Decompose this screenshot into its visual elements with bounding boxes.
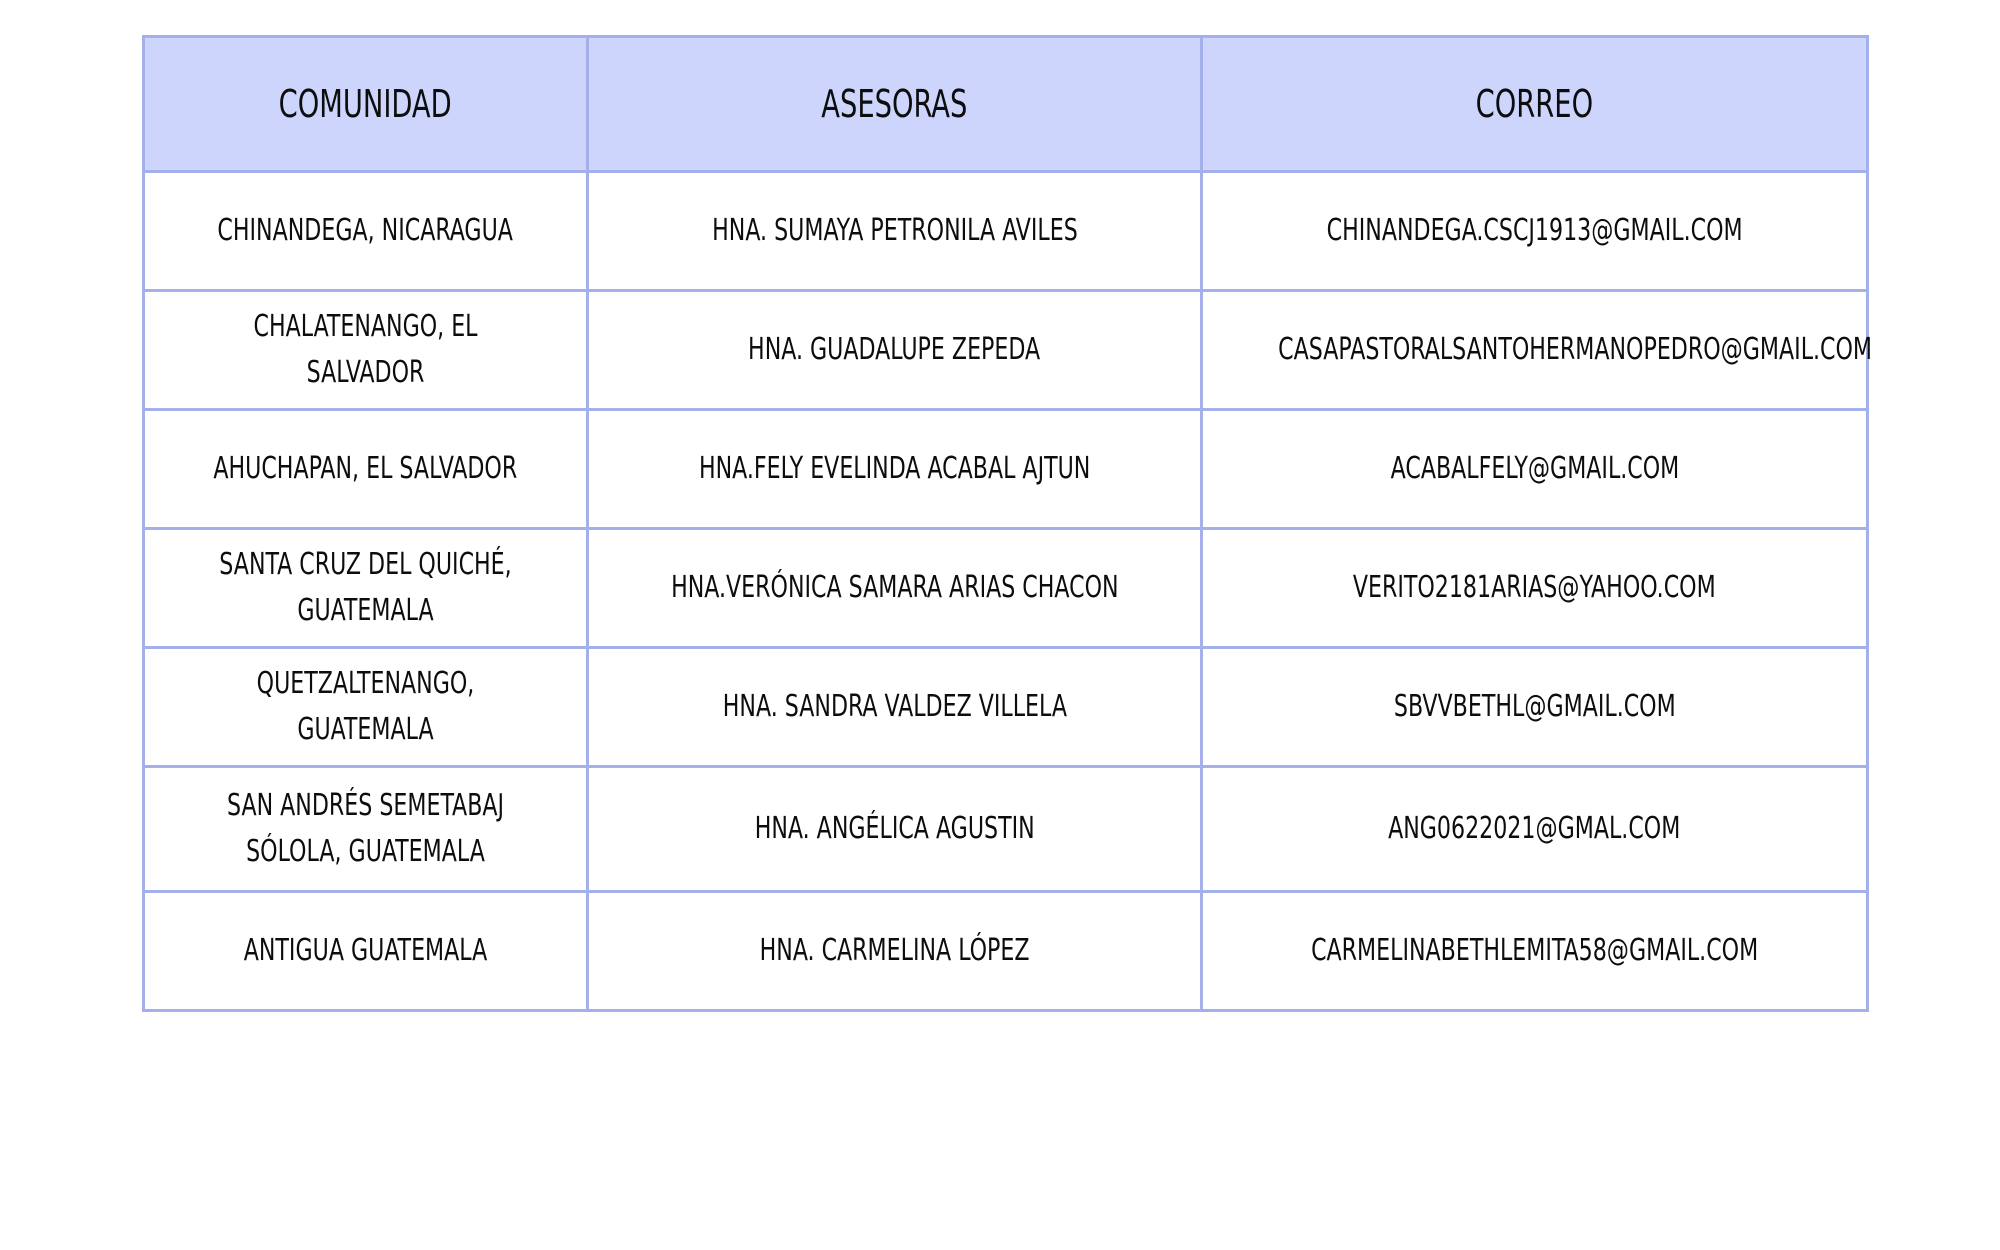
table-row [144,529,1868,648]
correo-cell[interactable]: CASAPASTORALSANTOHERMANOPEDRO@GMAIL.COM [1202,291,1868,410]
comunidad-cell: SANTA CRUZ DEL QUICHÉ, GUATEMALA [144,529,588,648]
header-asesoras [588,37,1202,172]
table-row [144,410,1868,529]
correo-cell[interactable]: ANG0622021@GMAL.COM [1202,767,1868,892]
table-row [144,648,1868,767]
header-correo-label: CORREO [1475,82,1594,126]
correo-cell[interactable]: CHINANDEGA.CSCJ1913@GMAIL.COM [1202,172,1868,291]
contacts-table [142,35,1873,1012]
asesora-cell: HNA. GUADALUPE ZEPEDA [588,291,1202,410]
header-correo [1202,37,1868,172]
asesora-cell: HNA. SUMAYA PETRONILA AVILES [588,172,1202,291]
correo-cell[interactable]: CARMELINABETHLEMITA58@GMAIL.COM [1202,892,1868,1011]
comunidad-cell: QUETZALTENANGO, GUATEMALA [144,648,588,767]
correo-cell[interactable]: VERITO2181ARIAS@YAHOO.COM [1202,529,1868,648]
table-row [144,291,1868,410]
comunidad-cell: AHUCHAPAN, EL SALVADOR [144,410,588,529]
comunidad-cell: CHINANDEGA, NICARAGUA [144,172,588,291]
correo-cell[interactable]: ACABALFELY@GMAIL.COM [1202,410,1868,529]
table-row [144,892,1868,1011]
asesora-cell: HNA. ANGÉLICA AGUSTIN [588,767,1202,892]
asesora-cell: HNA. CARMELINA LÓPEZ [588,892,1202,1011]
header-asesoras-label: ASESORAS [821,82,968,126]
header-comunidad-label: COMUNIDAD [278,82,453,126]
correo-cell[interactable]: SBVVBETHL@GMAIL.COM [1202,648,1868,767]
asesora-cell: HNA.VERÓNICA SAMARA ARIAS CHACON [588,529,1202,648]
comunidad-cell: ANTIGUA GUATEMALA [144,892,588,1011]
comunidad-cell: SAN ANDRÉS SEMETABAJ SÓLOLA, GUATEMALA [144,767,588,892]
table-row [144,767,1868,892]
comunidad-cell: CHALATENANGO, EL SALVADOR [144,291,588,410]
header-row [144,37,1868,172]
header-comunidad [144,37,588,172]
asesora-cell: HNA.FELY EVELINDA ACABAL AJTUN [588,410,1202,529]
table-row [144,172,1868,291]
asesora-cell: HNA. SANDRA VALDEZ VILLELA [588,648,1202,767]
